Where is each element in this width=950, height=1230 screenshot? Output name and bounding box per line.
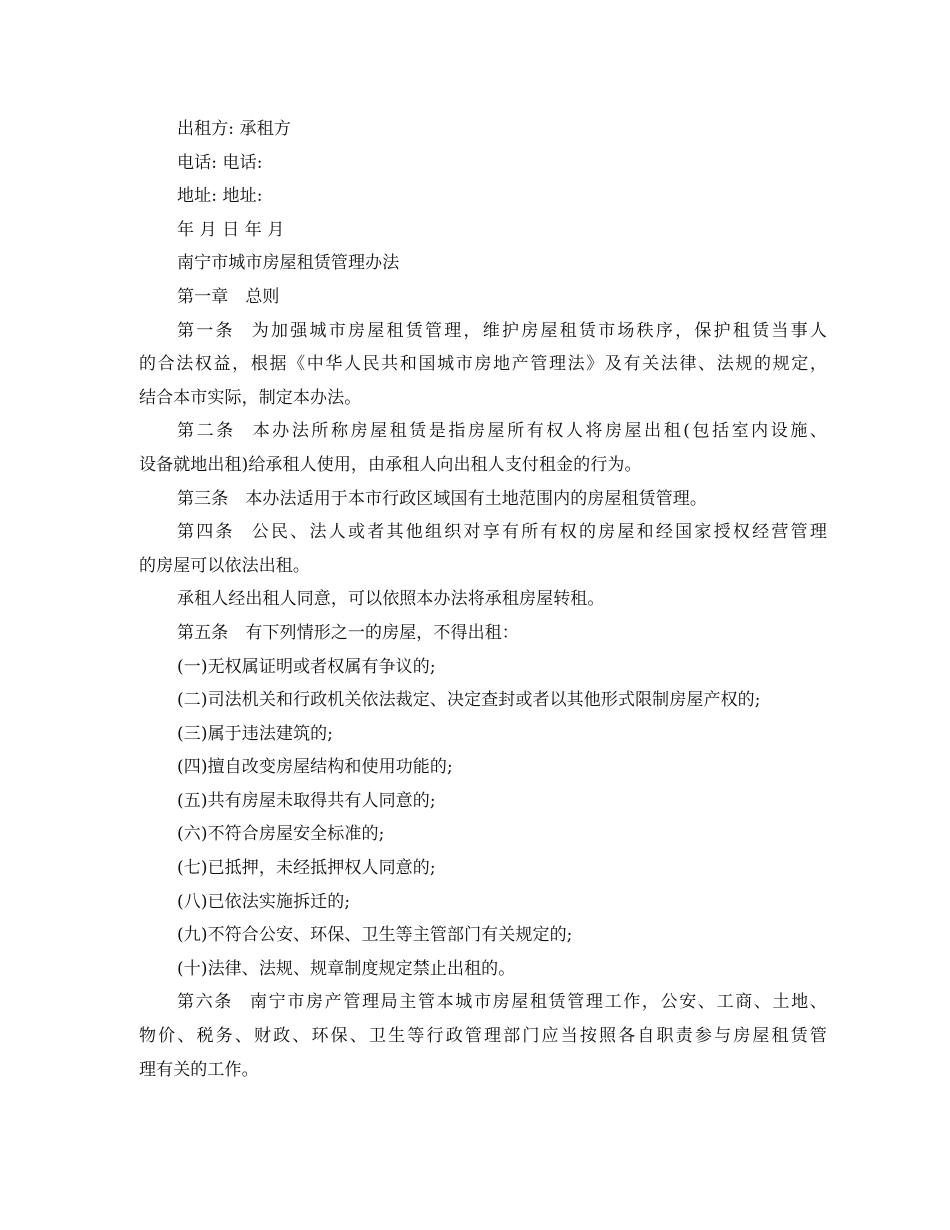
article-6-line-1 [139,986,827,1020]
article-2-text-1: 本办法所称房屋租赁是指房屋所有权人将房屋出租(包括室内设施、 [252,421,827,442]
article-5-label: 第五条 [177,622,229,643]
article-1-text-1: 为加强城市房屋租赁管理，维护房屋租赁市场秩序，保护租赁当事人 [251,320,827,341]
article-2-line-1 [139,415,827,449]
article-1-line-2: 的合法权益，根据《中华人民共和国城市房地产管理法》及有关法律、法规的规定， [139,354,827,375]
date-line: 年 月 日 年 月 [177,219,285,240]
article-4-text-1: 公民、法人或者其他组织对享有所有权的房屋和经国家授权经营管理 [251,522,827,543]
chapter-name: 总则 [245,286,280,307]
list-item: (九)不符合公安、环保、卫生等主管部门有关规定的; [177,925,573,946]
article-1-line-1 [139,315,827,349]
article-6-line-2: 物价、税务、财政、环保、卫生等行政管理部门应当按照各自职责参与房屋租赁管 [139,1026,827,1047]
article-6-text-1: 南宁市房产管理局主管本城市房屋租赁管理工作，公安、工商、土地、 [250,992,827,1013]
document-title: 南宁市城市房屋租赁管理办法 [177,253,400,274]
article-3-text-1: 本办法适用于本市行政区域国有土地范围内的房屋租赁管理。 [245,488,708,509]
list-item: (五)共有房屋未取得共有人同意的; [177,790,436,811]
article-3-line-1 [139,483,827,517]
list-item: (一)无权属证明或者权属有争议的; [177,656,436,677]
article-6-line-3: 理有关的工作。 [139,1059,259,1080]
article-1-label: 第一条 [177,320,235,341]
article-5-text-1: 有下列情形之一的房屋，不得出租： [245,622,519,643]
list-item: (十)法律、法规、规章制度规定禁止出租的。 [177,958,516,979]
article-5-line-1 [139,617,827,651]
article-4-line-1 [139,516,827,550]
list-item: (七)已抵押，未经抵押权人同意的; [177,858,436,879]
article-4-line-2: 的房屋可以依法出租。 [139,555,310,576]
article-4-paragraph-2: 承租人经出租人同意，可以依照本办法将承租房屋转租。 [177,589,605,610]
article-3-label: 第三条 [177,488,229,509]
article-1-line-3: 结合本市实际，制定本办法。 [139,387,362,408]
address-line: 地址: 地址: [177,186,263,207]
lessor-lessee-line: 出租方: 承租方 [177,119,291,139]
chapter-label: 第一章 [177,286,229,307]
list-item: (四)擅自改变房屋结构和使用功能的; [177,757,453,778]
article-6-label: 第六条 [177,992,233,1013]
article-4-label: 第四条 [177,522,235,543]
list-item: (三)属于违法建筑的; [177,723,334,744]
list-item: (六)不符合房屋安全标准的; [177,824,385,845]
chapter-heading [139,281,827,315]
list-item: (二)司法机关和行政机关依法裁定、决定查封或者以其他形式限制房屋产权的; [177,690,761,711]
list-item: (八)已依法实施拆迁的; [177,891,351,912]
phone-line: 电话: 电话: [177,152,263,173]
document-body [139,113,827,1087]
article-2-label: 第二条 [177,421,236,442]
article-2-line-2: 设备就地出租)给承租人使用，由承租人向出租人支付租金的行为。 [139,454,642,475]
